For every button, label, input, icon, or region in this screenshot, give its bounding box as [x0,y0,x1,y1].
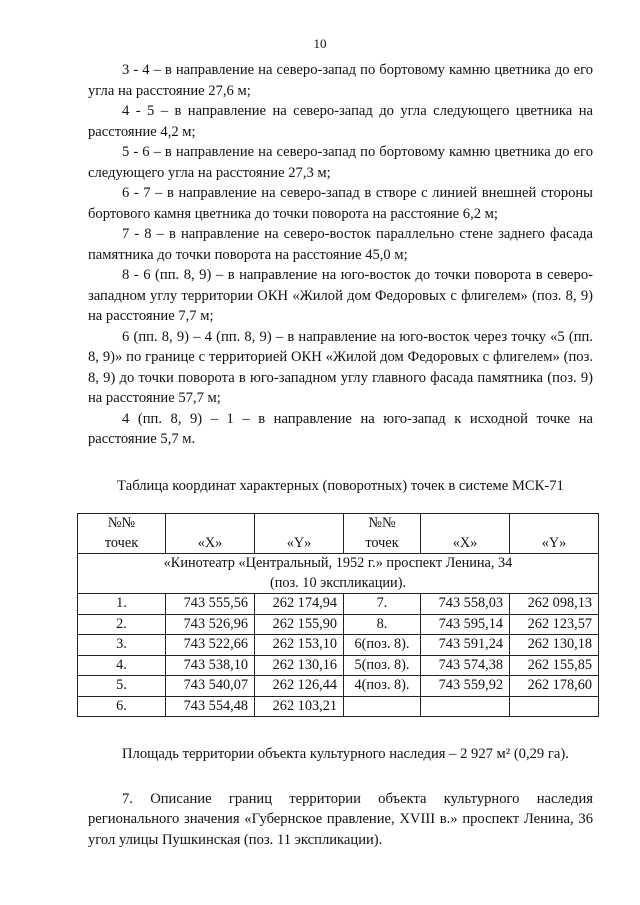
y-value: 262 103,21 [255,696,344,717]
point-number: 5(поз. 8). [344,655,421,676]
boundary-paragraph: 8 - 6 (пп. 8, 9) – в направление на юго-восток до точки поворота в северо-западном углу территории ОКН «Жилой дом Федоровых с флигелем» (поз. 8, 9) на расстояние 7,7 м; [88,267,593,324]
point-number: 7. [344,594,421,615]
table-row [78,635,599,656]
header-y-2: «Y» [510,514,599,554]
point-number: 3. [78,635,166,656]
area-statement: Площадь территории объекта культурного наследия – 2 927 м² (0,29 га). [122,746,569,762]
boundary-paragraph: 7 - 8 – в направление на северо-восток параллельно стене заднего фасада памятника до точки поворота на расстояние 45,0 м; [88,226,593,263]
x-value: 743 526,96 [166,614,255,635]
header-y: «Y» [255,514,344,554]
object-title-line1: «Кинотеатр «Центральный, 1952 г.» проспект Ленина, 34 [163,555,513,571]
boundary-paragraph: 4 (пп. 8, 9) – 1 – в направление на юго-запад к исходной точке на расстояние 5,7 м. [88,410,593,447]
point-number: 8. [344,614,421,635]
x-value: 743 591,24 [421,635,510,656]
point-number: 2. [78,614,166,635]
y-value: 262 178,60 [510,676,599,697]
table-header-row [78,514,599,554]
point-number [344,696,421,717]
table-row [78,655,599,676]
table-row [78,676,599,697]
y-value: 262 130,16 [255,655,344,676]
object-title-row [78,554,599,594]
boundary-paragraph: 5 - 6 – в направление на северо-запад по бортовому камню цветника до его следующего угла на расстояние 27,3 м; [88,144,593,181]
y-value: 262 174,94 [255,594,344,615]
x-value: 743 559,92 [421,676,510,697]
y-value: 262 155,85 [510,655,599,676]
x-value: 743 522,66 [166,635,255,656]
y-value: 262 098,13 [510,594,599,615]
y-value: 262 155,90 [255,614,344,635]
table-caption: Таблица координат характерных (поворотных) точек в системе МСК-71 [117,477,564,494]
x-value: 743 595,14 [421,614,510,635]
x-value: 743 558,03 [421,594,510,615]
object-title-cell [78,554,599,594]
header-x: «X» [166,514,255,554]
x-value: 743 538,10 [166,655,255,676]
point-number: 4(поз. 8). [344,676,421,697]
point-number: 5. [78,676,166,697]
point-number: 6. [78,696,166,717]
point-number: 1. [78,594,166,615]
table-row [78,594,599,615]
x-value: 743 555,56 [166,594,255,615]
y-value: 262 130,18 [510,635,599,656]
boundary-paragraph: 6 (пп. 8, 9) – 4 (пп. 8, 9) – в направление на юго-восток через точку «5 (пп. 8, 9)» по границе с территорией ОКН «Жилой дом Федоровых с флигелем» (поз. 8, 9) до точки поворота в юго-западном углу главного фасада памятника (поз. 9) на расстояние 57,7 м; [88,328,593,406]
x-value: 743 554,48 [166,696,255,717]
coordinates-table [77,513,599,717]
document-body [88,60,593,865]
table-row [78,696,599,717]
x-value: 743 574,38 [421,655,510,676]
y-value: 262 123,57 [510,614,599,635]
header-point-number [78,514,166,554]
object-title-line2: (поз. 10 экспликации). [269,574,407,591]
header-x-2: «X» [421,514,510,554]
point-number: 4. [78,655,166,676]
y-value: 262 153,10 [255,635,344,656]
header-point-number-line1: №№ [107,515,136,531]
page-number: 10 [313,36,327,51]
x-value [421,696,510,717]
y-value [510,696,599,717]
boundary-paragraph: 3 - 4 – в направление на северо-запад по бортовому камню цветника до его угла на расстояние 27,6 м; [88,62,593,99]
header-point-number-2 [344,514,421,554]
point-number: 6(поз. 8). [344,635,421,656]
table-row [78,614,599,635]
section-paragraph: 7. Описание границ территории объекта культурного наследия регионального значения «Губернское правление, XVIII в.» проспект Ленина, 36 угол улицы Пушкинская (поз. 11 экспликации). [88,790,593,848]
y-value: 262 126,44 [255,676,344,697]
header-point-number-2-line2: точек [365,534,399,551]
x-value: 743 540,07 [166,676,255,697]
boundary-paragraph: 6 - 7 – в направление на северо-запад в створе с линией внешней стороны бортового камня цветника до точки поворота на расстояние 6,2 м; [88,185,593,222]
boundary-paragraph: 4 - 5 – в направление на северо-запад до угла следующего цветника на расстояние 4,2 м; [88,103,593,140]
header-point-number-line2: точек [104,534,139,551]
header-point-number-2-line1: №№ [368,515,396,531]
